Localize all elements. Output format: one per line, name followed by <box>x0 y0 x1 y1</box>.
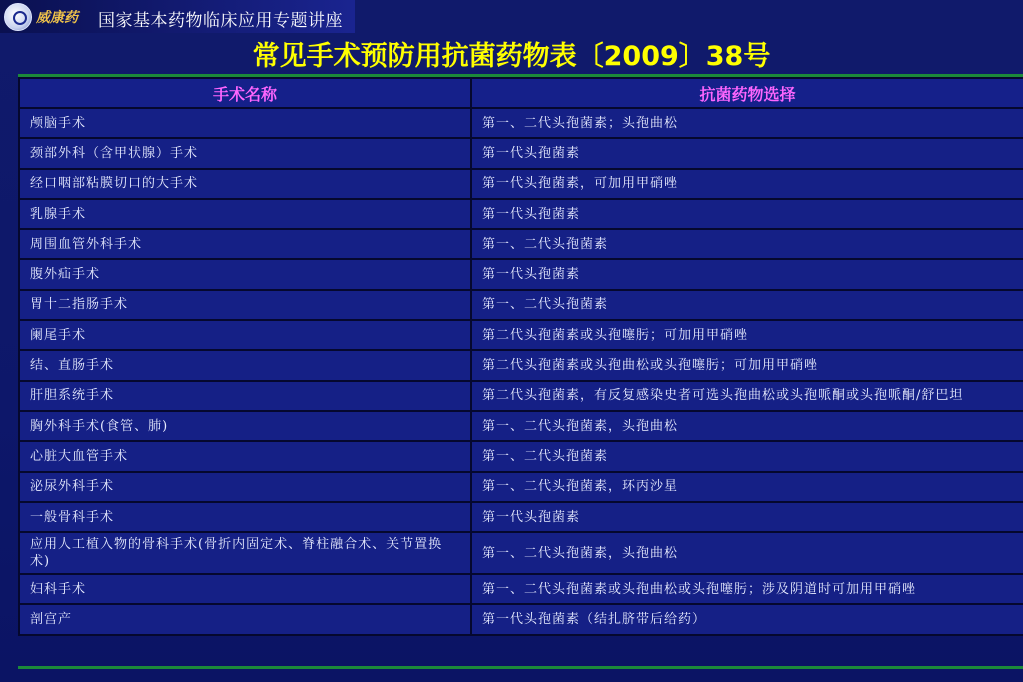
antibiotic-choice-cell: 第二代头孢菌素或头孢噻肟；可加用甲硝唑 <box>471 320 1023 350</box>
table-row <box>19 199 1023 229</box>
surgery-name-cell: 胃十二指肠手术 <box>19 290 471 320</box>
column-header-surgery: 手术名称 <box>19 78 471 108</box>
table-row <box>19 532 1023 574</box>
surgery-name-cell: 一般骨科手术 <box>19 502 471 532</box>
table-row <box>19 290 1023 320</box>
antibiotic-table <box>18 77 1023 636</box>
antibiotic-choice-cell: 第一代头孢菌素 <box>471 138 1023 168</box>
surgery-name-cell: 颅脑手术 <box>19 108 471 138</box>
surgery-name-cell: 胸外科手术(食管、肺) <box>19 411 471 441</box>
brand-logo-text: 威康药 <box>36 10 78 26</box>
antibiotic-choice-cell: 第二代头孢菌素，有反复感染史者可选头孢曲松或头孢哌酮或头孢哌酮/舒巴坦 <box>471 381 1023 411</box>
table-row <box>19 350 1023 380</box>
table-row <box>19 381 1023 411</box>
antibiotic-choice-cell: 第一、二代头孢菌素 <box>471 290 1023 320</box>
surgery-name-cell: 结、直肠手术 <box>19 350 471 380</box>
series-title: 国家基本药物临床应用专题讲座 <box>98 11 343 31</box>
table-row <box>19 108 1023 138</box>
surgery-name-cell: 肝胆系统手术 <box>19 381 471 411</box>
surgery-name-cell: 乳腺手术 <box>19 199 471 229</box>
column-header-antibiotic: 抗菌药物选择 <box>471 78 1023 108</box>
antibiotic-choice-cell: 第一代头孢菌素 <box>471 199 1023 229</box>
antibiotic-choice-cell: 第二代头孢菌素或头孢曲松或头孢噻肟；可加用甲硝唑 <box>471 350 1023 380</box>
antibiotic-choice-cell: 第一、二代头孢菌素或头孢曲松或头孢噻肟；涉及阴道时可加用甲硝唑 <box>471 574 1023 604</box>
header-bar <box>0 0 355 33</box>
table-row <box>19 411 1023 441</box>
surgery-name-cell: 腹外疝手术 <box>19 259 471 289</box>
surgery-name-cell: 颈部外科（含甲状腺）手术 <box>19 138 471 168</box>
table-row <box>19 229 1023 259</box>
table-row <box>19 259 1023 289</box>
table-row <box>19 441 1023 471</box>
table-header-row <box>19 78 1023 108</box>
table-row <box>19 502 1023 532</box>
table-row <box>19 320 1023 350</box>
surgery-name-cell: 周围血管外科手术 <box>19 229 471 259</box>
page-title: 常见手术预防用抗菌药物表〔2009〕38号 <box>252 41 771 72</box>
antibiotic-choice-cell: 第一代头孢菌素 <box>471 502 1023 532</box>
antibiotic-choice-cell: 第一代头孢菌素（结扎脐带后给药） <box>471 604 1023 634</box>
surgery-name-cell: 经口咽部粘膜切口的大手术 <box>19 169 471 199</box>
antibiotic-choice-cell: 第一、二代头孢菌素，头孢曲松 <box>471 532 1023 574</box>
surgery-name-cell: 阑尾手术 <box>19 320 471 350</box>
antibiotic-choice-cell: 第一、二代头孢菌素；头孢曲松 <box>471 108 1023 138</box>
bottom-divider <box>18 666 1023 669</box>
antibiotic-choice-cell: 第一、二代头孢菌素 <box>471 441 1023 471</box>
logo-icon <box>4 3 32 31</box>
antibiotic-choice-cell: 第一、二代头孢菌素，头孢曲松 <box>471 411 1023 441</box>
surgery-name-cell: 妇科手术 <box>19 574 471 604</box>
surgery-name-cell: 剖宫产 <box>19 604 471 634</box>
table-row <box>19 138 1023 168</box>
surgery-name-cell: 泌尿外科手术 <box>19 472 471 502</box>
antibiotic-choice-cell: 第一、二代头孢菌素，环丙沙星 <box>471 472 1023 502</box>
antibiotic-choice-cell: 第一代头孢菌素，可加用甲硝唑 <box>471 169 1023 199</box>
table-row <box>19 169 1023 199</box>
table-row <box>19 574 1023 604</box>
antibiotic-choice-cell: 第一、二代头孢菌素 <box>471 229 1023 259</box>
surgery-name-cell: 心脏大血管手术 <box>19 441 471 471</box>
antibiotic-choice-cell: 第一代头孢菌素 <box>471 259 1023 289</box>
surgery-name-cell: 应用人工植入物的骨科手术(骨折内固定术、脊柱融合术、关节置换术) <box>19 532 471 574</box>
table-row <box>19 604 1023 634</box>
table-row <box>19 472 1023 502</box>
